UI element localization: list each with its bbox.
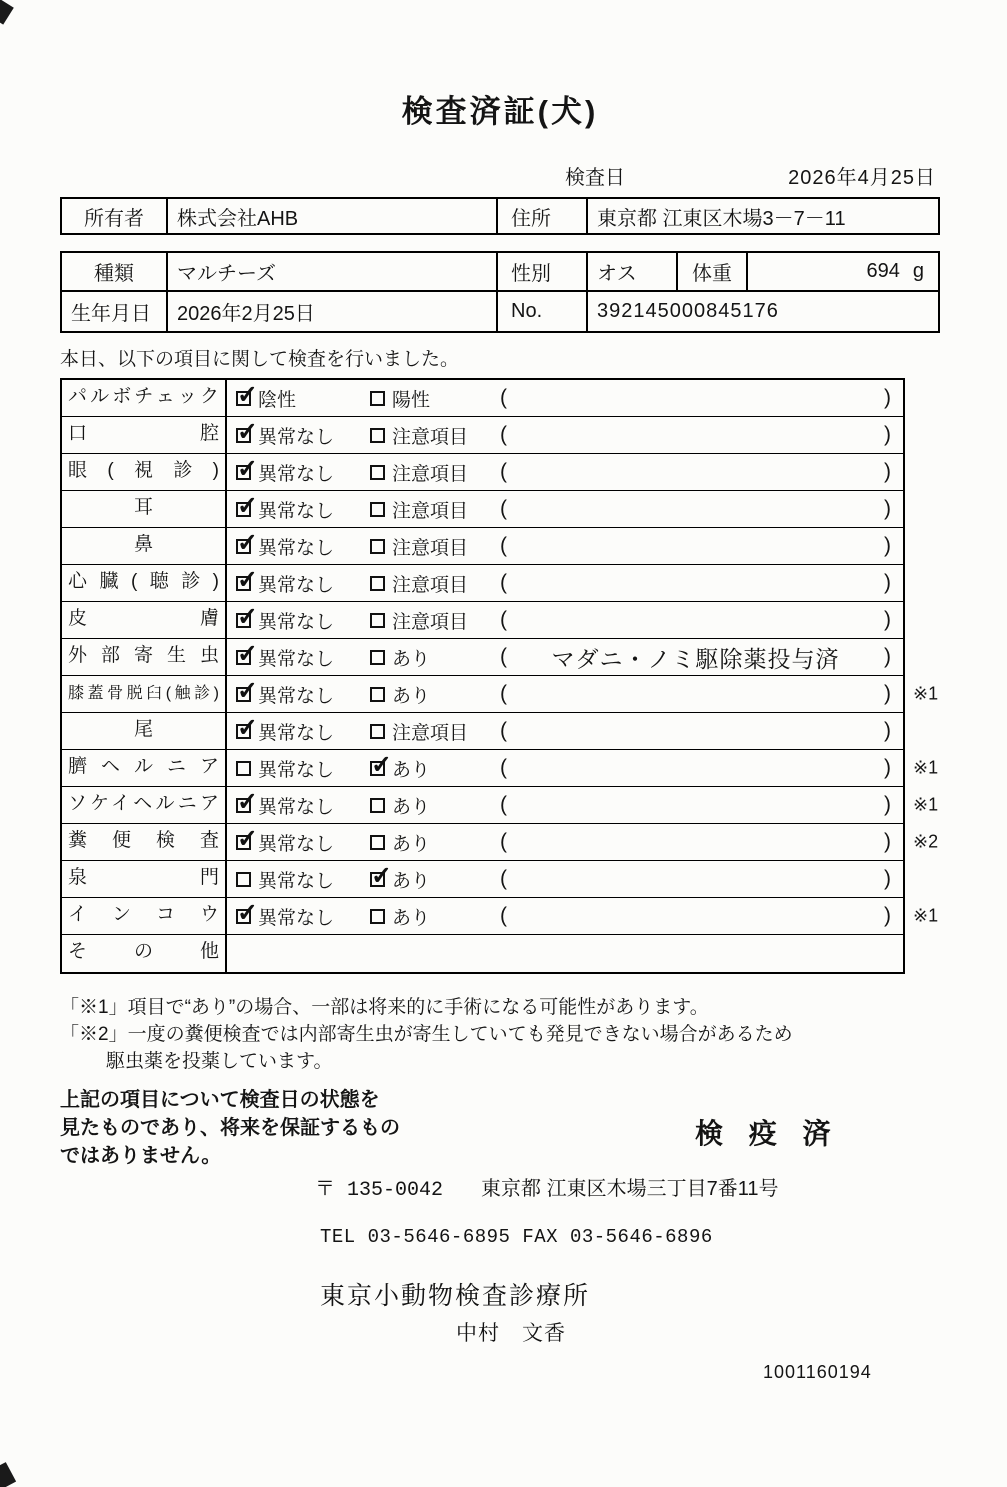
exam-option — [370, 829, 500, 856]
exam-option — [370, 792, 500, 819]
checked-checkbox — [236, 613, 251, 628]
breed-label: 種類 — [62, 253, 168, 290]
exam-option — [236, 755, 370, 782]
exam-option-label: 異常なし — [258, 648, 335, 670]
clinic-postal-code: 〒 135-0042 — [315, 1179, 444, 1202]
exam-option — [236, 644, 370, 671]
paren-open: ( — [500, 867, 507, 890]
checked-checkbox — [236, 465, 251, 480]
unchecked-checkbox — [370, 650, 385, 665]
exam-row — [62, 639, 903, 676]
unchecked-checkbox — [370, 798, 385, 813]
exam-option — [236, 607, 370, 634]
result-parens — [500, 756, 903, 780]
exam-row — [62, 602, 903, 639]
exam-item-label: 鼻 — [62, 528, 227, 564]
footnote-2-continued: 駆虫薬を投薬しています。 — [106, 1051, 333, 1072]
owner-value: 株式会社AHB — [168, 199, 498, 233]
exam-option-label: あり — [392, 796, 431, 818]
exam-row-content — [227, 602, 903, 638]
exam-option-label: 注意項目 — [392, 574, 469, 596]
exam-row — [62, 380, 903, 417]
sex-value: オス — [588, 253, 678, 290]
quarantine-stamp: 検 疫 済 — [695, 1118, 840, 1149]
unchecked-checkbox — [370, 539, 385, 554]
footnote-2: 「※2」一度の糞便検査では内部寄生虫が寄生していても発見できない場合があるため — [60, 1024, 793, 1045]
footnote-1: 「※1」項目で“あり”の場合、一部は将来的に手術になる可能性があります。 — [60, 997, 709, 1018]
exam-option-label: 異常なし — [258, 907, 335, 929]
footnote-mark: ※1 — [913, 683, 939, 704]
exam-item-label: インコウ — [62, 898, 227, 934]
result-parens — [500, 904, 903, 928]
unchecked-checkbox — [370, 391, 385, 406]
exam-option-label: 異常なし — [258, 722, 335, 744]
dog-info-table — [60, 251, 940, 333]
scan-artifact-bottom-left — [0, 1462, 16, 1487]
intro-text: 本日、以下の項目に関して検査を行いました。 — [60, 349, 460, 370]
exam-option — [370, 755, 500, 782]
no-label: No. — [498, 292, 588, 331]
exam-item-label: 泉門 — [62, 861, 227, 897]
exam-option — [236, 829, 370, 856]
checked-checkbox — [370, 872, 385, 887]
exam-option-label: 異常なし — [258, 870, 335, 892]
exam-option-label: 注意項目 — [392, 463, 469, 485]
exam-item-label: 臍ヘルニア — [62, 750, 227, 786]
paren-open: ( — [500, 386, 507, 409]
disclaimer-line-2: 見たものであり、将来を保証するもの — [60, 1117, 400, 1139]
exam-item-label: 糞便検査 — [62, 824, 227, 860]
exam-row-content — [227, 528, 903, 564]
exam-item-label: 尾 — [62, 713, 227, 749]
footnote-mark: ※1 — [913, 905, 939, 926]
exam-row — [62, 417, 903, 454]
paren-close: ) — [884, 645, 891, 668]
result-parens — [500, 682, 903, 706]
exam-row — [62, 787, 939, 824]
exam-option-label: 異常なし — [258, 500, 335, 522]
exam-option — [236, 459, 370, 486]
exam-row — [62, 824, 939, 861]
paren-open: ( — [500, 571, 507, 594]
paren-close: ) — [884, 386, 891, 409]
checked-checkbox — [370, 761, 385, 776]
paren-open: ( — [500, 682, 507, 705]
exam-option-label: あり — [392, 833, 431, 855]
exam-option-label: 注意項目 — [392, 500, 469, 522]
unchecked-checkbox — [370, 613, 385, 628]
unchecked-checkbox — [370, 835, 385, 850]
exam-option — [370, 570, 500, 597]
result-parens — [500, 534, 903, 558]
footnotes — [60, 994, 940, 1075]
footnote-mark: ※1 — [913, 794, 939, 815]
paren-open: ( — [500, 719, 507, 742]
result-parens — [500, 608, 903, 632]
exam-row-content — [227, 713, 903, 749]
checked-checkbox — [236, 724, 251, 739]
disclaimer-line-1: 上記の項目について検査日の状態を — [60, 1089, 380, 1111]
exam-option — [236, 792, 370, 819]
owner-label: 所有者 — [62, 199, 168, 233]
exam-option — [370, 607, 500, 634]
exam-option-label: 異常なし — [258, 685, 335, 707]
exam-option — [236, 903, 370, 930]
weight-unit: g — [912, 260, 924, 282]
unchecked-checkbox — [370, 687, 385, 702]
unchecked-checkbox — [370, 724, 385, 739]
paren-open: ( — [500, 830, 507, 853]
breed-value: マルチーズ — [168, 253, 498, 290]
exam-option — [236, 681, 370, 708]
exam-option-label: あり — [392, 685, 431, 707]
unchecked-checkbox — [370, 909, 385, 924]
scan-artifact-top-left — [0, 0, 14, 25]
checked-checkbox — [236, 428, 251, 443]
paren-close: ) — [884, 830, 891, 853]
exam-option-label: 異常なし — [258, 463, 335, 485]
exam-option-label: 異常なし — [258, 574, 335, 596]
exam-row-content — [227, 861, 903, 897]
exam-row-content — [227, 417, 903, 453]
exam-row-content — [227, 639, 903, 675]
exam-option-label: 注意項目 — [392, 722, 469, 744]
exam-item-label: その他 — [62, 935, 227, 972]
exam-row — [62, 676, 939, 713]
checked-checkbox — [236, 835, 251, 850]
paren-open: ( — [500, 497, 507, 520]
paren-close: ) — [884, 867, 891, 890]
document-content — [60, 0, 940, 1383]
exam-option-label: あり — [392, 759, 431, 781]
paren-close: ) — [884, 793, 891, 816]
exam-option-label: 異常なし — [258, 611, 335, 633]
exam-item-label: 膝蓋骨脱臼(触診) — [62, 676, 227, 712]
clinic-tel-fax: TEL 03-5646-6895 FAX 03-5646-6896 — [320, 1226, 713, 1248]
exam-item-label: 耳 — [62, 491, 227, 527]
exam-row — [62, 565, 903, 602]
address-label: 住所 — [498, 199, 588, 233]
exam-row — [62, 935, 903, 972]
paren-close: ) — [884, 423, 891, 446]
inspection-date-value: 2026年4月25日 — [788, 167, 936, 189]
exam-option — [370, 496, 500, 523]
exam-item-label: パルボチェック — [62, 380, 227, 416]
exam-option — [370, 459, 500, 486]
exam-item-label: 口腔 — [62, 417, 227, 453]
paren-open: ( — [500, 608, 507, 631]
exam-item-label: 外部寄生虫 — [62, 639, 227, 675]
weight-value: 694 — [866, 260, 900, 282]
unchecked-checkbox — [370, 428, 385, 443]
paren-close: ) — [884, 904, 891, 927]
exam-option — [370, 866, 500, 893]
no-value: 392145000845176 — [597, 300, 779, 322]
checked-checkbox — [236, 391, 251, 406]
exam-option-label: 陽性 — [392, 389, 431, 411]
exam-row — [62, 491, 903, 528]
paren-open: ( — [500, 534, 507, 557]
footnote-mark: ※1 — [913, 757, 939, 778]
exam-row-content — [227, 824, 903, 860]
exam-option — [236, 533, 370, 560]
clinic-name: 東京小動物検査診療所 — [320, 1282, 591, 1310]
exam-item-label: 心臓(聴診) — [62, 565, 227, 601]
inspection-date-row — [60, 161, 940, 187]
paren-close: ) — [884, 460, 891, 483]
exam-option — [236, 718, 370, 745]
clinic-address: 東京都 江東区木場三丁目7番11号 — [481, 1178, 779, 1200]
exam-row — [62, 861, 903, 898]
exam-row — [62, 750, 939, 787]
dog-info-row-2 — [62, 292, 938, 331]
exam-row-content — [227, 898, 903, 934]
paren-close: ) — [884, 719, 891, 742]
exam-note: マダニ・ノミ駆除薬投与済 — [551, 645, 840, 672]
exam-option — [236, 422, 370, 449]
paren-open: ( — [500, 645, 507, 668]
exam-option-label: 陰性 — [258, 389, 297, 411]
result-parens — [500, 423, 903, 447]
exam-option — [370, 385, 500, 412]
paren-open: ( — [500, 904, 507, 927]
owner-table — [60, 197, 940, 235]
checked-checkbox — [236, 909, 251, 924]
paren-close: ) — [884, 497, 891, 520]
unchecked-checkbox — [370, 576, 385, 591]
exam-option — [370, 422, 500, 449]
page-title: 検査済証(犬) — [401, 94, 599, 129]
exam-row-content — [227, 380, 903, 416]
exam-option-label: あり — [392, 648, 431, 670]
paren-close: ) — [884, 682, 891, 705]
result-parens — [500, 830, 903, 854]
paren-close: ) — [884, 571, 891, 594]
result-parens — [500, 571, 903, 595]
result-parens — [500, 460, 903, 484]
exam-option-label: あり — [392, 907, 431, 929]
exam-row — [62, 898, 939, 935]
exam-row-content — [227, 454, 903, 490]
clinic-address-line — [315, 1172, 940, 1202]
result-parens — [500, 386, 903, 410]
exam-row-content — [227, 935, 903, 972]
birthdate-value: 2026年2月25日 — [168, 292, 498, 331]
exam-table — [60, 378, 939, 974]
exam-option-label: 異常なし — [258, 426, 335, 448]
paren-open: ( — [500, 460, 507, 483]
checked-checkbox — [236, 687, 251, 702]
exam-option — [236, 496, 370, 523]
exam-option — [236, 570, 370, 597]
disclaimer-text — [60, 1086, 460, 1170]
sex-label: 性別 — [498, 253, 588, 290]
exam-option — [370, 903, 500, 930]
result-parens — [500, 641, 903, 674]
exam-option-label: 異常なし — [258, 796, 335, 818]
exam-item-label: ソケイヘルニア — [62, 787, 227, 823]
checked-checkbox — [236, 650, 251, 665]
weight-value-cell — [748, 253, 938, 290]
paren-open: ( — [500, 423, 507, 446]
exam-option-label: あり — [392, 870, 431, 892]
exam-option-label: 異常なし — [258, 833, 335, 855]
exam-option — [370, 681, 500, 708]
exam-item-label: 眼(視診) — [62, 454, 227, 490]
birthdate-label: 生年月日 — [62, 292, 168, 331]
serial-number: 1001160194 — [763, 1362, 872, 1382]
inspection-date-label: 検査日 — [565, 167, 625, 189]
checked-checkbox — [236, 576, 251, 591]
dog-info-row-1 — [62, 253, 938, 292]
footnote-mark: ※2 — [913, 831, 939, 852]
checked-checkbox — [236, 502, 251, 517]
exam-option — [236, 385, 370, 412]
paren-open: ( — [500, 756, 507, 779]
unchecked-checkbox — [236, 872, 251, 887]
unchecked-checkbox — [236, 761, 251, 776]
exam-row — [62, 713, 903, 750]
exam-row-content — [227, 491, 903, 527]
disclaimer-and-stamp — [60, 1086, 940, 1170]
weight-label: 体重 — [678, 253, 748, 290]
exam-option-label: 注意項目 — [392, 537, 469, 559]
exam-option-label: 注意項目 — [392, 426, 469, 448]
exam-option — [370, 644, 500, 671]
exam-row-content — [227, 787, 903, 823]
checked-checkbox — [236, 539, 251, 554]
disclaimer-line-3: ではありません。 — [60, 1145, 222, 1167]
unchecked-checkbox — [370, 502, 385, 517]
result-parens — [500, 719, 903, 743]
exam-option-label: 異常なし — [258, 759, 335, 781]
paren-close: ) — [884, 756, 891, 779]
result-parens — [500, 497, 903, 521]
result-parens — [500, 793, 903, 817]
unchecked-checkbox — [370, 465, 385, 480]
exam-option — [236, 866, 370, 893]
result-parens — [500, 867, 903, 891]
paren-close: ) — [884, 534, 891, 557]
veterinarian-name: 中村 文香 — [456, 1322, 566, 1345]
exam-option — [370, 718, 500, 745]
exam-row — [62, 454, 903, 491]
paren-close: ) — [884, 608, 891, 631]
exam-option-label: 注意項目 — [392, 611, 469, 633]
exam-row-content — [227, 565, 903, 601]
exam-row — [62, 528, 903, 565]
exam-item-label: 皮膚 — [62, 602, 227, 638]
address-value: 東京都 江東区木場3－7－11 — [597, 207, 846, 230]
checked-checkbox — [236, 798, 251, 813]
exam-row-content — [227, 750, 903, 786]
exam-option-label: 異常なし — [258, 537, 335, 559]
exam-option — [370, 533, 500, 560]
exam-row-content — [227, 676, 903, 712]
paren-open: ( — [500, 793, 507, 816]
